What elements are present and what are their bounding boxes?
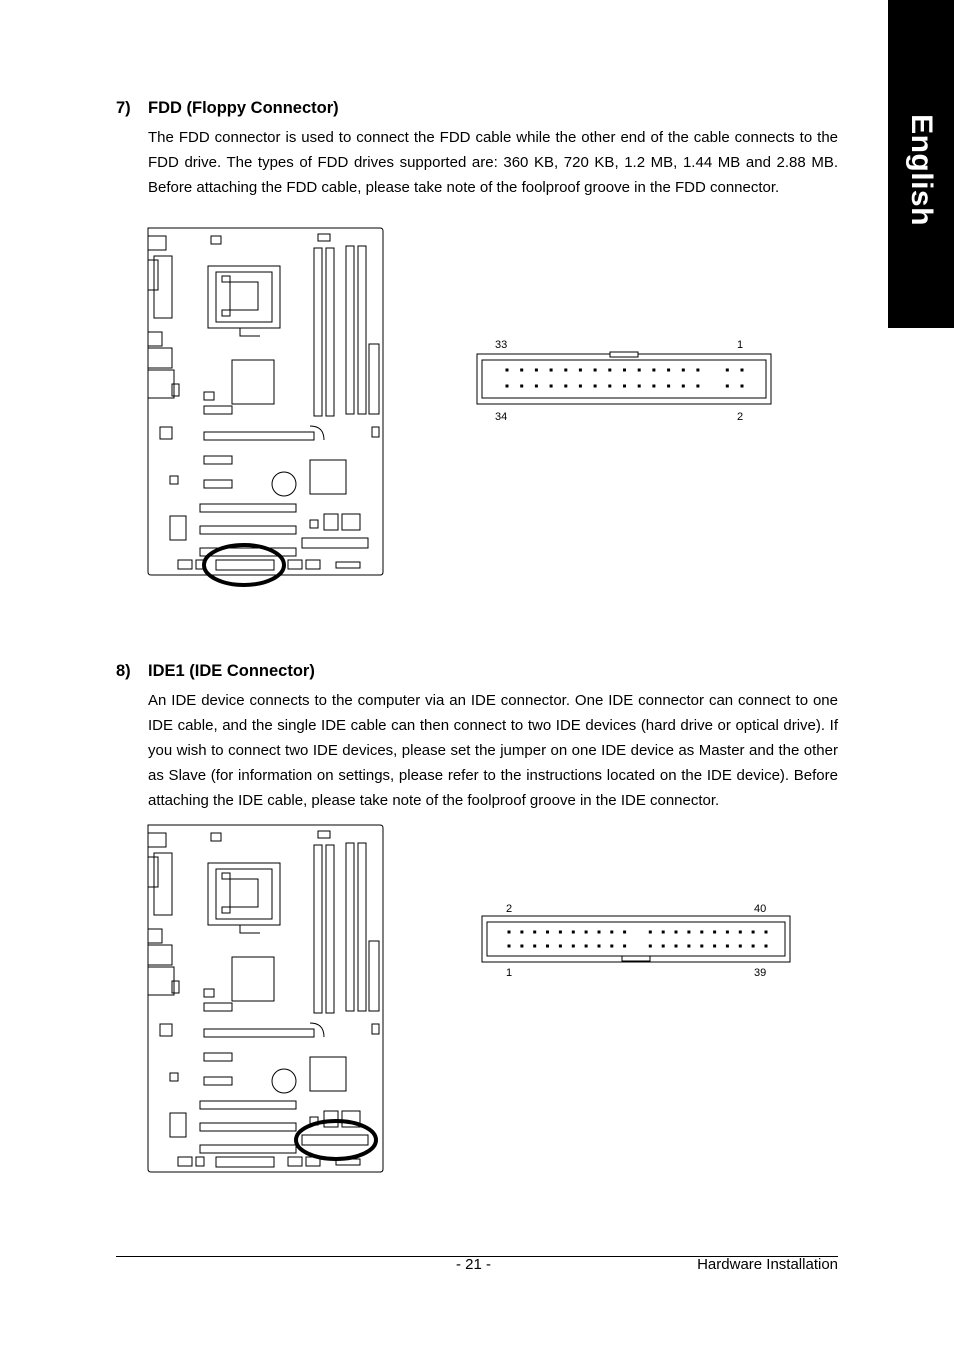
connector-pin [713,931,716,934]
connector-pin [739,945,742,948]
connector-pin [696,369,699,372]
connector-pin [700,931,703,934]
connector-pin [741,385,744,388]
connector-pin [713,945,716,948]
fdd-connector-pinout [470,334,780,430]
connector-pin [726,931,729,934]
connector-pin [585,931,588,934]
section-number: 8) [116,662,131,680]
connector-pin [533,931,536,934]
connector-pin [700,945,703,948]
connector-pin [638,369,641,372]
connector-pin [535,385,538,388]
connector-pin [696,385,699,388]
language-tab-label: English [905,114,938,226]
connector-pin [520,369,523,372]
connector-pin [559,931,562,934]
connector-pin [623,385,626,388]
connector-pin [546,931,549,934]
connector-pin [508,931,511,934]
connector-pin [506,369,509,372]
connector-pin [667,369,670,372]
section-number: 7) [116,99,131,117]
section-title: IDE1 (IDE Connector) [148,662,315,680]
connector-pin [649,931,652,934]
connector-pin [752,931,755,934]
connector-pin [520,945,523,948]
connector-pin [623,931,626,934]
language-tab [888,0,954,328]
connector-pin [533,945,536,948]
connector-pin [608,385,611,388]
connector-pin [682,369,685,372]
connector-pin [739,931,742,934]
connector-pin [598,931,601,934]
connector-pin [682,385,685,388]
section-body-fdd: The FDD connector is used to connect the FDD cable while the other end of the cable connects to the FDD drive. The types of FDD drives supported are: 360 KB, 720 KB, 1.2 MB, 1.44 MB and 2.88 MB. Before attaching the FDD cable, please take note of the foolproof groove in the FDD connector. [148,129,838,196]
connector-pin [546,945,549,948]
connector-pin [741,369,744,372]
connector-pin [594,385,597,388]
connector-pin [662,945,665,948]
motherboard-diagram-fdd [140,226,390,591]
connector-pin [675,945,678,948]
pin-label-39: 39 [754,967,767,979]
pin-label-2: 2 [737,411,744,423]
connector-pin [520,385,523,388]
connector-pin [726,385,729,388]
connector-pin [726,369,729,372]
connector-pin [638,385,641,388]
connector-pin [662,931,665,934]
connector-pin [572,945,575,948]
connector-pin [564,369,567,372]
connector-pin [520,931,523,934]
connector-pin [623,945,626,948]
connector-pin [649,945,652,948]
connector-pin [667,385,670,388]
connector-pin [610,931,613,934]
pin-label-1: 1 [737,339,744,351]
connector-pin [726,945,729,948]
pin-label-1: 1 [506,967,513,979]
pin-label-33: 33 [495,339,508,351]
connector-pin [550,385,553,388]
connector-pin [559,945,562,948]
connector-pin [752,945,755,948]
connector-pin [550,369,553,372]
connector-pin [610,945,613,948]
pin-label-40: 40 [754,903,767,915]
connector-pin [594,369,597,372]
connector-pin [687,945,690,948]
connector-pin [687,931,690,934]
motherboard-diagram-ide [140,823,390,1188]
pin-label-34: 34 [495,411,508,423]
chapter-title: Hardware Installation [697,1256,838,1273]
connector-pin [652,385,655,388]
connector-pin [765,945,768,948]
connector-pin [765,931,768,934]
connector-pin [579,385,582,388]
connector-pin [675,931,678,934]
section-title: FDD (Floppy Connector) [148,99,339,117]
connector-pin [564,385,567,388]
connector-pin [508,945,511,948]
connector-pin [535,369,538,372]
pin-label-2: 2 [506,903,513,915]
connector-pin [623,369,626,372]
connector-pin [572,931,575,934]
ide-connector-pinout [476,898,800,984]
page-number: - 21 - [456,1256,492,1273]
connector-pin [585,945,588,948]
connector-pin [608,369,611,372]
connector-pin [506,385,509,388]
connector-pin [652,369,655,372]
section-body-ide: An IDE device connects to the computer via an IDE connector. One IDE connector can connect to one IDE cable, and the single IDE cable can then connect to two IDE devices (hard drive or optical drive). If you wish to connect two IDE devices, please set the jumper on one IDE device as Master and the other as Slave (for information on settings, please refer to the instructions located on the IDE device). Before attaching the IDE cable, please take note of the foolproof groove in the IDE connector. [148,692,838,809]
connector-pin [579,369,582,372]
connector-pin [598,945,601,948]
